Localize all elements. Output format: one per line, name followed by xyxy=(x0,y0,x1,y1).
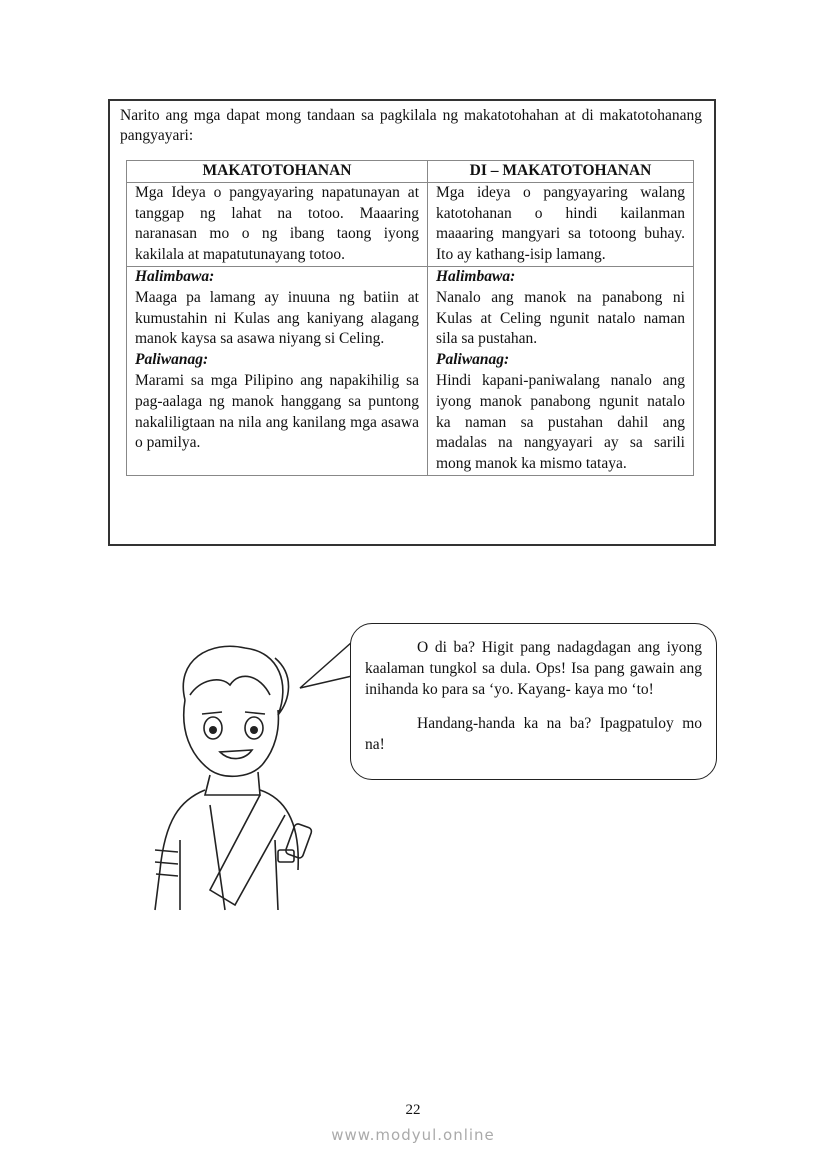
watermark: www.modyul.online xyxy=(331,1126,495,1144)
notes-box xyxy=(108,99,716,546)
comparison-table xyxy=(126,160,694,476)
explanation-text: Hindi kapani-paniwalang nanalo ang iyong manok panabong ngunit natalo ka naman sa pustahan dahil ang madalas na nangyayari ay sa sarili mong manok ka mismo tataya. xyxy=(436,371,685,473)
speech-bubble-tail xyxy=(298,640,354,700)
page-number: 22 xyxy=(405,1102,421,1118)
bubble-paragraph-1: O di ba? Higit pang nadagdagan ang iyong kaalaman tungkol sa dula. Ops! Isa pang gawain ang inihanda ko para sa ‘yo. Kayang- kaya mo ‘to! xyxy=(365,639,702,698)
example-label: Halimbawa: xyxy=(436,267,516,285)
explanation-label: Paliwanag: xyxy=(436,351,510,369)
header-di-makatotohanan: DI – MAKATOTOHANAN xyxy=(428,161,694,183)
example-text: Nanalo ang manok na panabong ni Kulas at Celing ngunit natalo naman sila sa pustahan. xyxy=(436,288,685,348)
intro-text: Narito ang mga dapat mong tandaan sa pagkilala ng makatotohahan at di makatotohanang pangyayari: xyxy=(120,107,702,144)
example-text: Maaga pa lamang ay inuuna ng batiin at kumustahin ni Kulas ang kaniyang alagang manok kaysa sa asawa niyang si Celing. xyxy=(135,288,419,348)
definition-real: Mga Ideya o pangyayaring napatunayan at tanggap ng lahat na totoo. Maaaring naranasan mo o ng ibang taong iyong kakilala at mapatutunayang totoo. xyxy=(127,182,428,266)
bubble-paragraph-2: Handang-handa ka na ba? Ipagpatuloy mo na! xyxy=(365,715,702,753)
example-cell-real xyxy=(127,266,428,475)
explanation-text: Marami sa mga Pilipino ang napakihilig sa pag-aalaga ng manok hanggang sa puntong nakaliligtaan na nila ang kanilang mga asawa o pamilya. xyxy=(135,371,419,452)
example-label: Halimbawa: xyxy=(135,267,215,285)
header-makatotohanan: MAKATOTOHANAN xyxy=(127,161,428,183)
definition-unreal: Mga ideya o pangyayaring walang katotohanan o hindi kailanman maaaring mangyari sa totoong buhay. Ito ay kathang-isip lamang. xyxy=(428,182,694,266)
explanation-label: Paliwanag: xyxy=(135,351,209,369)
speech-bubble xyxy=(350,623,717,780)
example-cell-unreal xyxy=(428,266,694,475)
